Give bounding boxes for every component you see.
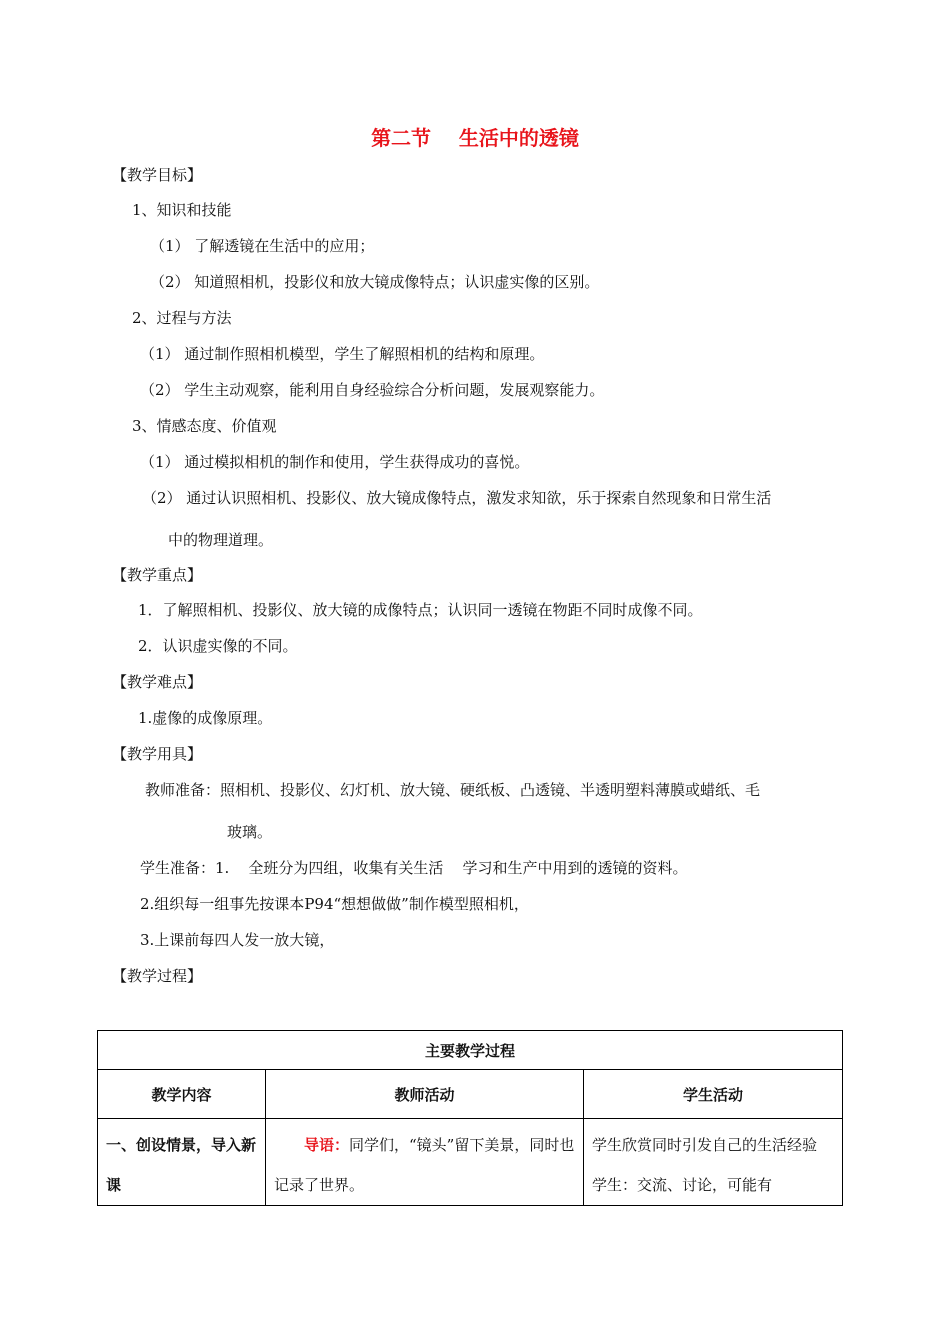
teaching-process-table	[97, 1030, 843, 1206]
lead-label: 导语：	[304, 1136, 350, 1154]
teacher-preparation-continued: 玻璃。	[227, 823, 273, 841]
preparation-step-3: 3.上课前每四人发一放大镜，	[140, 931, 335, 949]
preparation-step-2: 2.组织每一组事先按课本P94“想想做做”制作模型照相机，	[140, 895, 529, 913]
student-preparation: 学生准备：1. 全班分为四组，收集有关生活 学习和生产中用到的透镜的资料。	[140, 859, 688, 877]
section-heading-tools: 【教学用具】	[112, 745, 203, 763]
objective-3-2: （2） 通过认识照相机、投影仪、放大镜成像特点，激发求知欲，乐于探索自然现象和日常生活	[142, 489, 772, 507]
difficulty-1: 1.虚像的成像原理。	[138, 709, 273, 727]
page-title: 第二节 生活中的透镜	[371, 126, 579, 150]
objective-2: 2、过程与方法	[132, 309, 232, 327]
section-heading-objectives: 【教学目标】	[112, 166, 203, 184]
objective-2-1: （1） 通过制作照相机模型，学生了解照相机的结构和原理。	[140, 345, 545, 363]
teacher-preparation: 教师准备：照相机、投影仪、幻灯机、放大镜、硬纸板、凸透镜、半透明塑料薄膜或蜡纸、毛	[145, 781, 761, 799]
table-title: 主要教学过程	[98, 1031, 843, 1070]
objective-1: 1、知识和技能	[132, 201, 232, 219]
objective-3-2-continued: 中的物理道理。	[168, 531, 274, 549]
section-heading-difficulties: 【教学难点】	[112, 673, 203, 691]
row-content-cell: 一、创设情景，导入新课	[98, 1119, 266, 1206]
objective-3-1: （1） 通过模拟相机的制作和使用，学生获得成功的喜悦。	[140, 453, 530, 471]
section-heading-process: 【教学过程】	[112, 967, 203, 985]
row-teacher-cell	[266, 1119, 584, 1206]
key-point-2: 2．认识虚实像的不同。	[138, 637, 298, 655]
objective-1-2: （2） 知道照相机，投影仪和放大镜成像特点；认识虚实像的区别。	[150, 273, 600, 291]
column-header-teacher: 教师活动	[266, 1070, 584, 1119]
key-point-1: 1．了解照相机、投影仪、放大镜的成像特点；认识同一透镜在物距不同时成像不同。	[138, 601, 703, 619]
row-student-cell: 学生欣赏同时引发自己的生活经验 学生：交流、讨论，可能有	[584, 1119, 843, 1206]
objective-3: 3、情感态度、价值观	[132, 417, 277, 435]
table-row	[98, 1119, 843, 1206]
objective-1-1: （1） 了解透镜在生活中的应用；	[150, 237, 375, 255]
column-header-content: 教学内容	[98, 1070, 266, 1119]
section-heading-key-points: 【教学重点】	[112, 566, 203, 584]
lead-text: 同学们，“镜头”留下美景，同时也记录了世界。	[274, 1136, 575, 1194]
column-header-student: 学生活动	[584, 1070, 843, 1119]
objective-2-2: （2） 学生主动观察，能利用自身经验综合分析问题，发展观察能力。	[140, 381, 605, 399]
